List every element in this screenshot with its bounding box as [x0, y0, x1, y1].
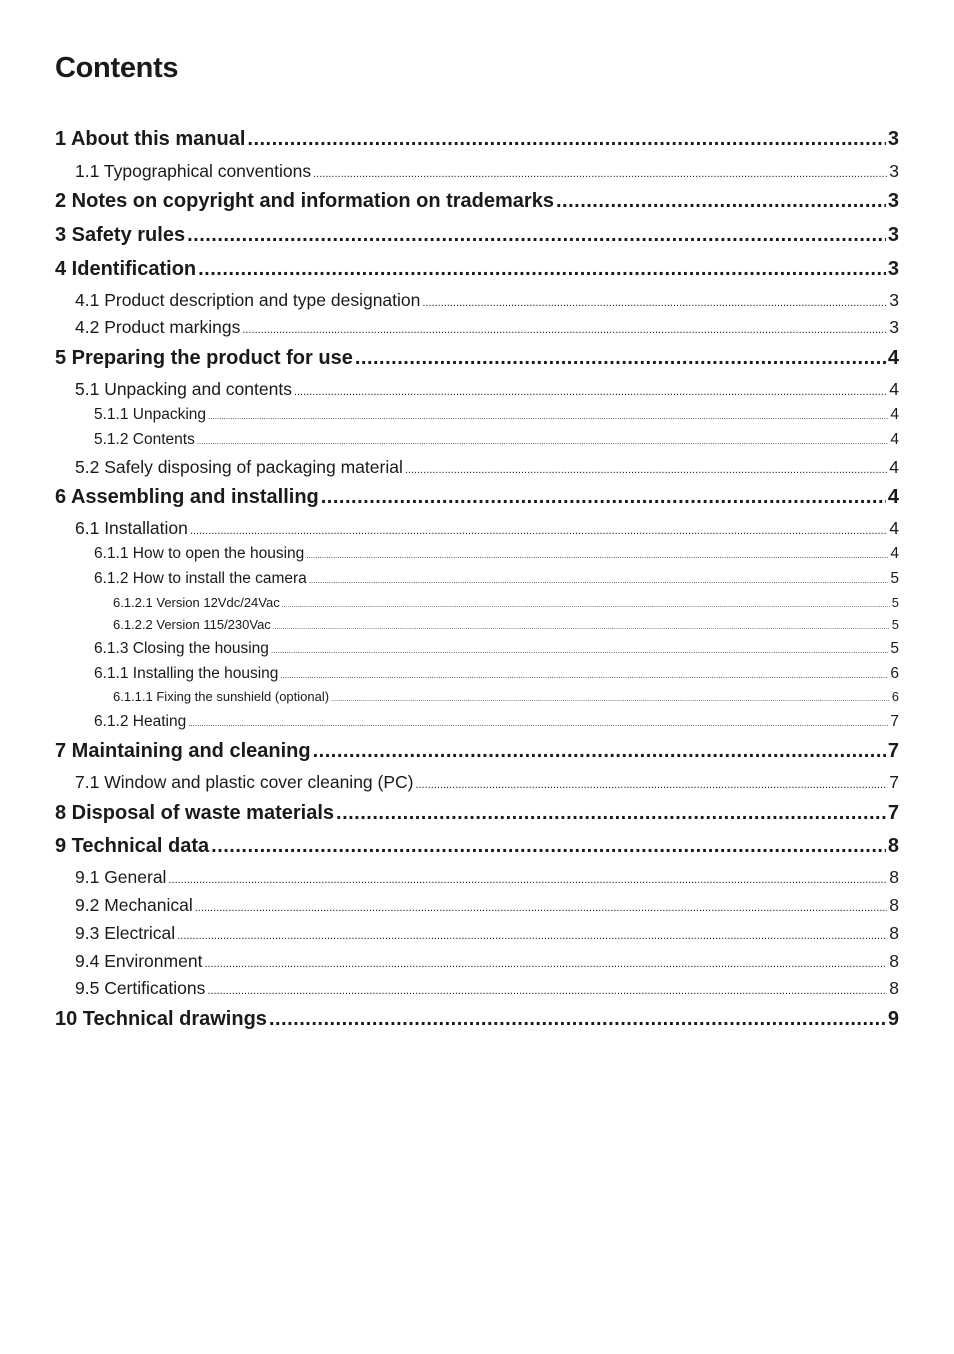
toc-entry-label: 6.1.1.1 Fixing the sunshield (optional) — [113, 689, 330, 704]
toc-entry[interactable] — [55, 801, 899, 825]
toc-entry-label: 6.1.2.2 Version 115/230Vac — [113, 617, 271, 632]
toc-entry[interactable] — [55, 127, 899, 151]
toc-leader-dots — [177, 925, 887, 947]
toc-page-number: 3 — [887, 128, 899, 150]
toc-entry-label: 4 Identification — [55, 258, 197, 280]
toc-page-number: 8 — [889, 867, 899, 887]
toc-entry-label: 10 Technical drawings — [55, 1008, 267, 1030]
toc-page-number: 8 — [889, 951, 899, 971]
toc-entry[interactable] — [55, 456, 899, 481]
toc-entry-label: 8 Disposal of waste materials — [55, 802, 335, 824]
toc-entry[interactable] — [55, 594, 899, 615]
toc-entry-label: 6.1 Installation — [75, 518, 188, 538]
toc-entry-label: 5.2 Safely disposing of packaging material — [75, 457, 403, 477]
toc-entry[interactable] — [55, 569, 899, 591]
toc-page-number: 4 — [887, 486, 899, 508]
toc-leader-dots — [211, 834, 886, 858]
toc-entry-label: 6.1.2.1 Version 12Vdc/24Vac — [113, 595, 280, 610]
toc-page-number: 5 — [891, 617, 899, 632]
toc-leader-dots — [247, 127, 885, 151]
toc-leader-dots — [309, 571, 889, 591]
toc-entry[interactable] — [55, 405, 899, 427]
toc-entry[interactable] — [55, 739, 899, 763]
toc-entry[interactable] — [55, 977, 899, 1002]
toc-entry[interactable] — [55, 378, 899, 403]
toc-leader-dots — [198, 257, 886, 281]
toc-page-number: 3 — [889, 317, 899, 337]
toc-page-number: 4 — [887, 347, 899, 369]
toc-leader-dots — [422, 292, 887, 314]
toc-entry-label: 7.1 Window and plastic cover cleaning (PC) — [75, 772, 414, 792]
toc-entry[interactable] — [55, 160, 899, 185]
toc-leader-dots — [273, 619, 890, 637]
toc-entry[interactable] — [55, 616, 899, 637]
toc-leader-dots — [336, 801, 886, 825]
toc-entry[interactable] — [55, 894, 899, 919]
toc-entry-label: 1.1 Typographical conventions — [75, 161, 312, 181]
toc-leader-dots — [355, 346, 886, 370]
toc-page-number: 3 — [887, 224, 899, 246]
toc-page-number: 8 — [887, 835, 899, 857]
toc-leader-dots — [416, 774, 888, 796]
toc-leader-dots — [197, 432, 889, 452]
toc-page-number: 8 — [889, 895, 899, 915]
toc-entry-label: 5.1.1 Unpacking — [94, 406, 207, 423]
toc-entry-label: 5.1.2 Contents — [94, 431, 195, 448]
toc-entry[interactable] — [55, 950, 899, 975]
toc-page-number: 7 — [887, 802, 899, 824]
page-title: Contents — [55, 52, 179, 84]
toc-leader-dots — [242, 319, 887, 341]
toc-page-number: 3 — [889, 161, 899, 181]
toc-leader-dots — [321, 485, 886, 509]
toc-entry[interactable] — [55, 485, 899, 509]
toc-page-number: 9 — [887, 1008, 899, 1030]
toc-entry-label: 3 Safety rules — [55, 224, 186, 246]
toc-entry-label: 4.2 Product markings — [75, 317, 241, 337]
toc-entry[interactable] — [55, 544, 899, 566]
toc-entry-label: 9.4 Environment — [75, 951, 203, 971]
toc-page-number: 5 — [891, 595, 899, 610]
toc-leader-dots — [306, 546, 888, 566]
toc-entry[interactable] — [55, 430, 899, 452]
toc-entry[interactable] — [55, 922, 899, 947]
toc-page-number: 4 — [889, 379, 899, 399]
toc-leader-dots — [188, 714, 888, 734]
toc-entry[interactable] — [55, 189, 899, 213]
toc-entry-label: 6.1.2 How to install the camera — [94, 570, 307, 587]
toc-leader-dots — [269, 1007, 886, 1031]
toc-page-number: 7 — [887, 740, 899, 762]
toc-page-number: 5 — [890, 640, 899, 657]
toc-entry-label: 6.1.1 How to open the housing — [94, 545, 305, 562]
toc-entry-label: 6.1.2 Heating — [94, 713, 187, 730]
toc-page-number: 7 — [889, 772, 899, 792]
toc-entry[interactable] — [55, 517, 899, 542]
toc-leader-dots — [271, 641, 888, 661]
toc-leader-dots — [282, 597, 890, 615]
toc-entry-label: 6.1.3 Closing the housing — [94, 640, 269, 657]
toc-leader-dots — [331, 691, 890, 709]
toc-entry-label: 7 Maintaining and cleaning — [55, 740, 311, 762]
toc-entry-label: 6 Assembling and installing — [55, 486, 319, 508]
toc-page-number: 7 — [890, 713, 899, 730]
toc-entry[interactable] — [55, 289, 899, 314]
toc-leader-dots — [195, 897, 888, 919]
toc-page-number: 3 — [887, 258, 899, 280]
toc-entry[interactable] — [55, 639, 899, 661]
toc-page-number: 5 — [890, 570, 899, 587]
toc-entry[interactable] — [55, 316, 899, 341]
toc-entry-label: 6.1.1 Installing the housing — [94, 665, 279, 682]
toc-page-number: 8 — [889, 978, 899, 998]
toc-leader-dots — [208, 407, 888, 427]
toc-entry[interactable] — [55, 346, 899, 370]
toc-page-number: 4 — [889, 518, 899, 538]
toc-leader-dots — [207, 980, 887, 1002]
toc-entry[interactable] — [55, 834, 899, 858]
toc-leader-dots — [280, 666, 888, 686]
toc-entry-label: 5 Preparing the product for use — [55, 347, 353, 369]
toc-entry[interactable] — [55, 223, 899, 247]
toc-leader-dots — [405, 459, 887, 481]
toc-page-number: 4 — [889, 457, 899, 477]
toc-entry-label: 5.1 Unpacking and contents — [75, 379, 292, 399]
toc-entry-label: 1 About this manual — [55, 128, 246, 150]
toc-leader-dots — [168, 869, 887, 891]
toc-page-number: 3 — [887, 190, 899, 212]
toc-page-number: 4 — [890, 545, 899, 562]
toc-entry[interactable] — [55, 771, 899, 796]
toc-leader-dots — [204, 953, 887, 975]
toc-entry-label: 9.2 Mechanical — [75, 895, 193, 915]
toc-entry[interactable] — [55, 866, 899, 891]
toc-entry-label: 2 Notes on copyright and information on trademarks — [55, 190, 554, 212]
toc-page-number: 6 — [890, 665, 899, 682]
toc-entry[interactable] — [55, 1007, 899, 1031]
toc-entry[interactable] — [55, 712, 899, 734]
toc-page-number: 3 — [889, 290, 899, 310]
toc-leader-dots — [313, 739, 886, 763]
toc-entry-label: 4.1 Product description and type designation — [75, 290, 421, 310]
toc-page-number: 6 — [891, 689, 899, 704]
toc-page-number: 4 — [890, 431, 899, 448]
toc-entry[interactable] — [55, 664, 899, 686]
toc-leader-dots — [187, 223, 886, 247]
toc-leader-dots — [313, 163, 887, 185]
toc-entry[interactable] — [55, 257, 899, 281]
toc-leader-dots — [556, 189, 886, 213]
toc-entry-label: 9 Technical data — [55, 835, 210, 857]
toc-entry-label: 9.5 Certifications — [75, 978, 206, 998]
toc-page-number: 4 — [890, 406, 899, 423]
toc-page-number: 8 — [889, 923, 899, 943]
toc-leader-dots — [294, 381, 887, 403]
toc-entry-label: 9.1 General — [75, 867, 167, 887]
toc-entry-label: 9.3 Electrical — [75, 923, 176, 943]
toc-entry[interactable] — [55, 688, 899, 709]
toc-leader-dots — [190, 520, 887, 542]
